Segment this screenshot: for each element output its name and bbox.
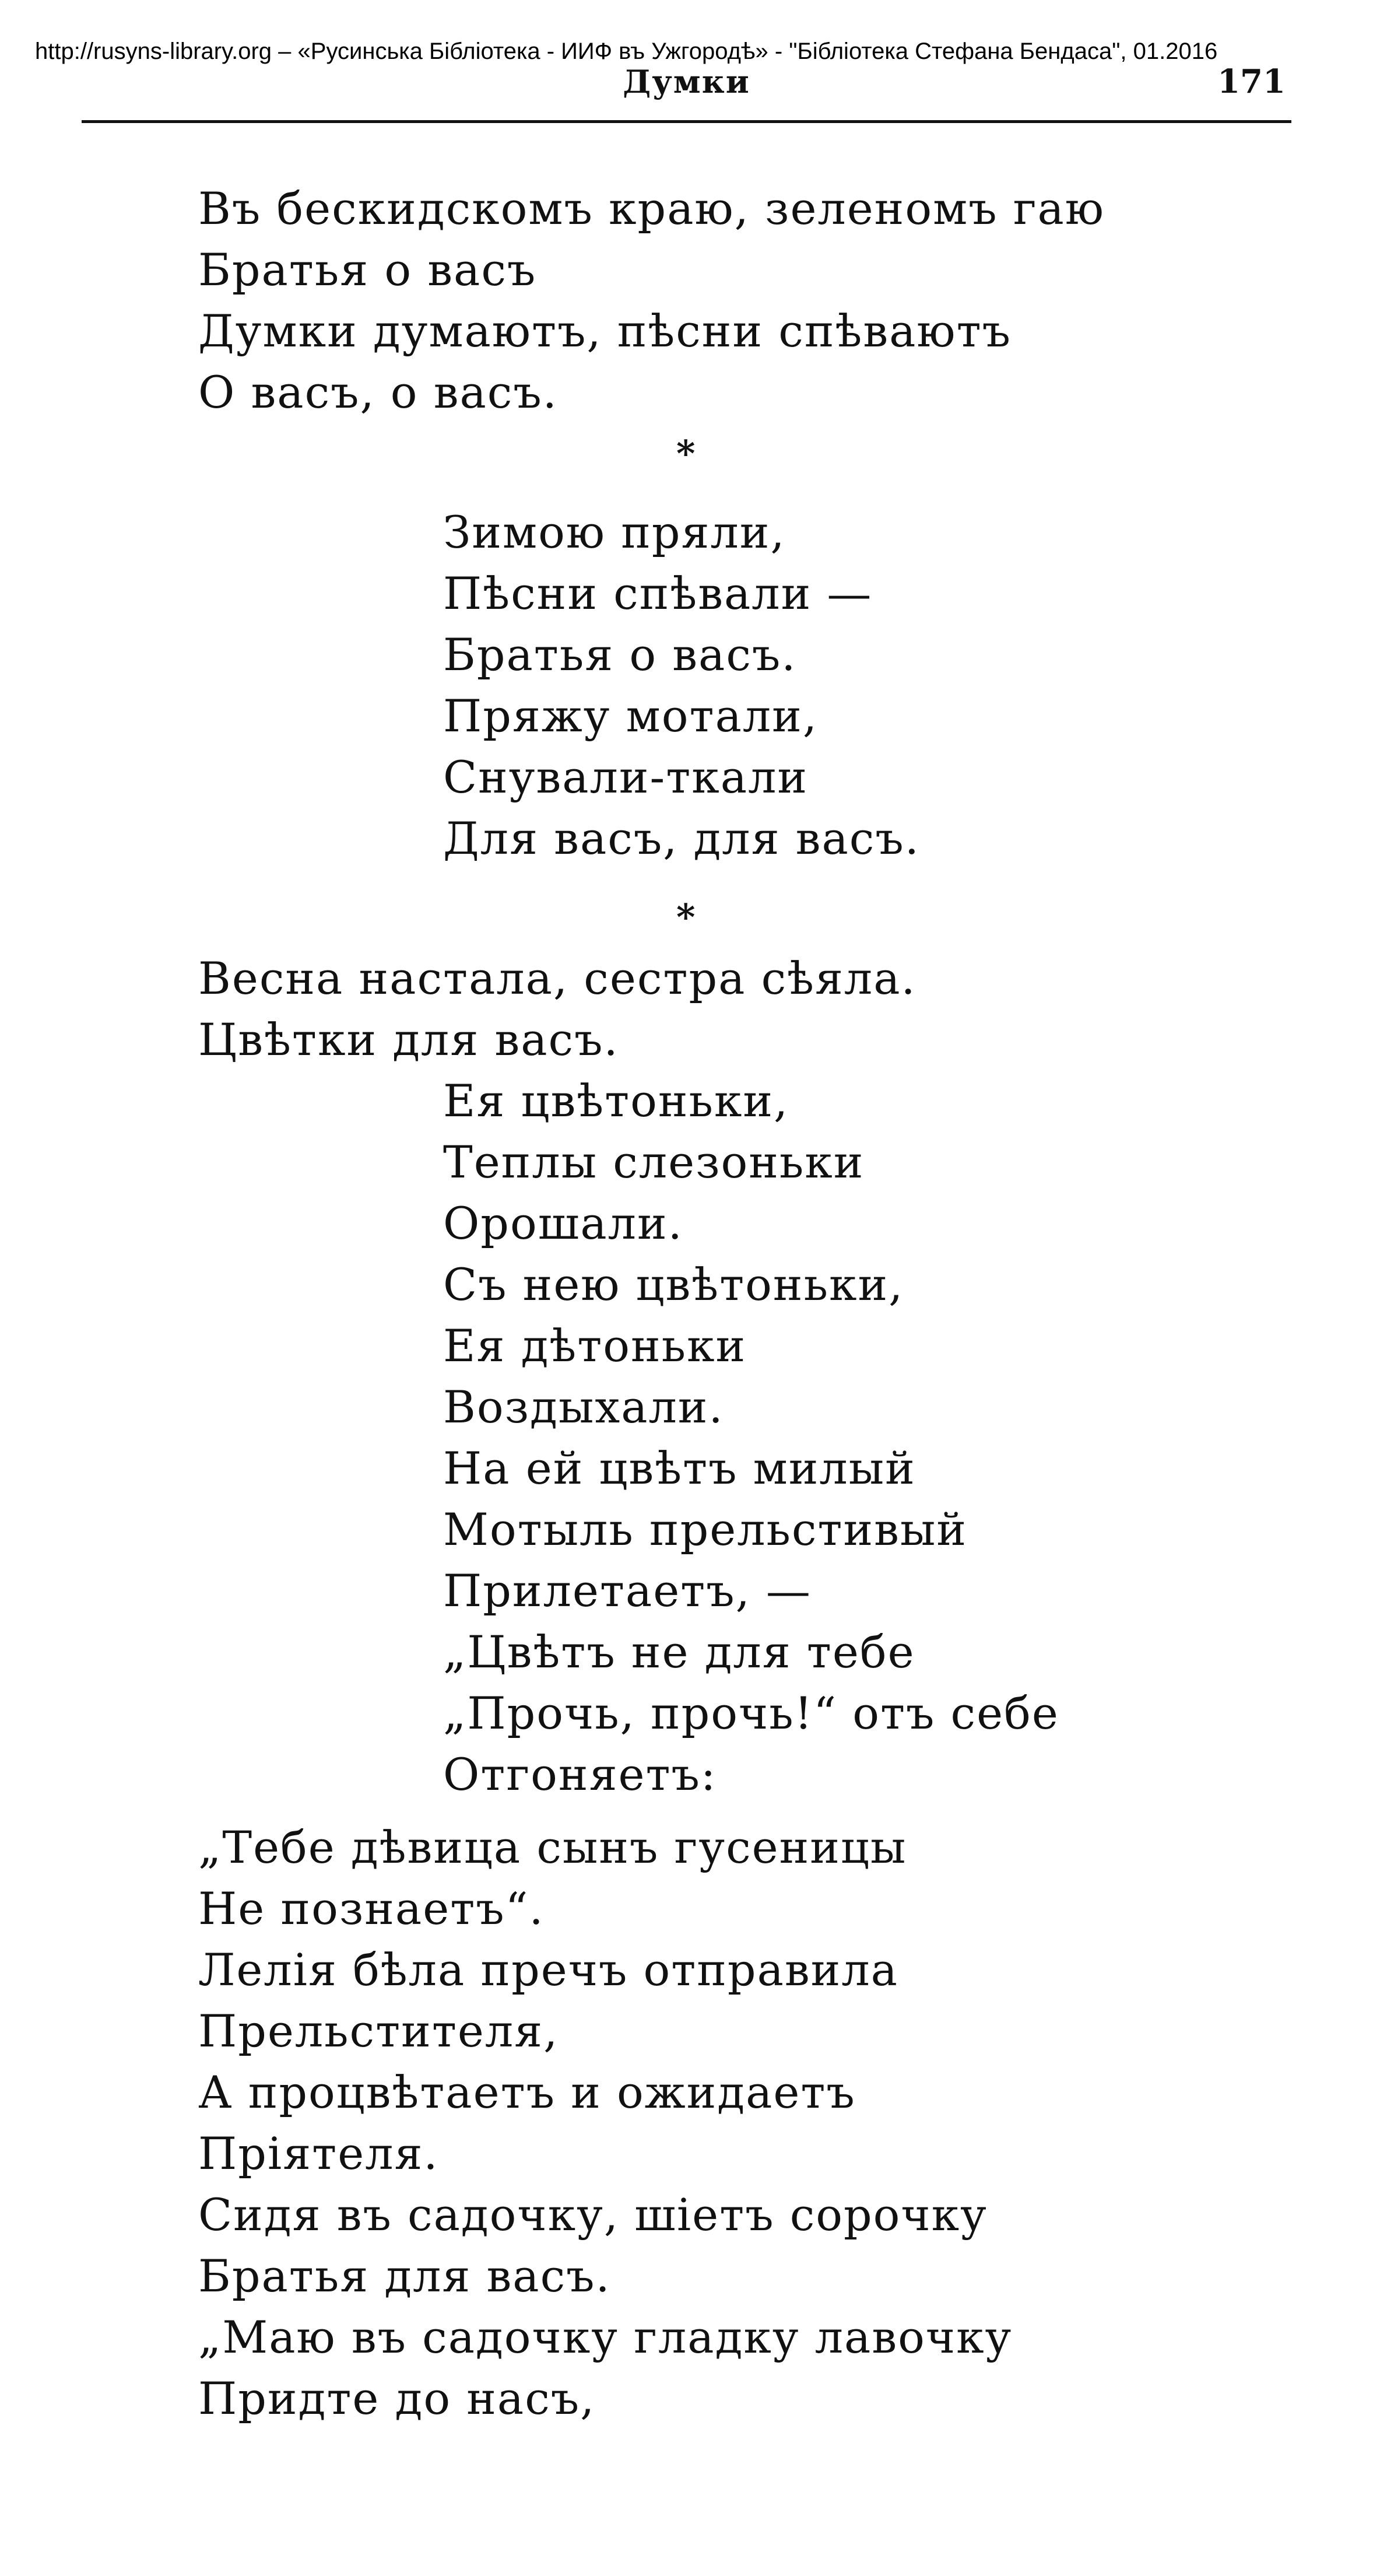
poem-line: „Тебе дѣвица сынъ гусеницы bbox=[198, 1821, 907, 1873]
poem-line: Зимою пряли, bbox=[443, 506, 786, 558]
poem-line: Весна настала, сестра сѣяла. bbox=[198, 952, 916, 1004]
poem-line: Братья о васъ. bbox=[443, 629, 797, 681]
poem-body bbox=[198, 178, 1306, 2429]
page-number: 171 bbox=[1217, 62, 1286, 101]
source-watermark-line: http://rusyns-library.org – «Русинська Бібліотека - ИИФ въ Ужгородѣ» - "Бібліотека Стефана Бендаса", 01.2016 bbox=[35, 38, 1218, 64]
poem-line: Воздыхали. bbox=[443, 1381, 724, 1433]
poem-line: Придте до насъ, bbox=[198, 2372, 596, 2424]
spacer bbox=[198, 484, 1306, 502]
stanza-4 bbox=[198, 1817, 1306, 2429]
poem-line: Для васъ, для васъ. bbox=[443, 812, 920, 864]
poem-line: Прельстителя, bbox=[198, 2005, 559, 2057]
poem-line: Думки думаютъ, пѣсни спѣваютъ bbox=[198, 305, 1012, 357]
poem-line: Снували-ткали bbox=[443, 751, 809, 803]
poem-line: Ея цвѣтоньки, bbox=[443, 1075, 789, 1127]
poem-line: Сидя въ садочку, шіетъ сорочку bbox=[198, 2189, 988, 2241]
stanza-3-indented bbox=[198, 1070, 1306, 1805]
poem-line: А процвѣтаетъ и ожидаетъ bbox=[198, 2066, 856, 2118]
stanza-3-intro bbox=[198, 948, 1306, 1070]
poem-line: „Прочь, прочь!“ отъ себе bbox=[443, 1687, 1059, 1739]
poem-line: Орошали. bbox=[443, 1197, 683, 1249]
poem-line: Не познаетъ“. bbox=[198, 1883, 545, 1934]
poem-line: Пряжу мотали, bbox=[443, 690, 818, 742]
poem-line: Отгоняетъ: bbox=[443, 1748, 717, 1800]
poem-line: Прилетаетъ, — bbox=[443, 1565, 812, 1617]
stanza-1 bbox=[198, 178, 1306, 423]
section-separator-star: * bbox=[676, 896, 697, 938]
poem-line: Въ бескидскомъ краю, зеленомъ гаю bbox=[198, 183, 1105, 234]
poem-line: „Цвѣтъ не для тебе bbox=[443, 1626, 915, 1678]
poem-line: Мотыль прельстивый bbox=[443, 1503, 968, 1555]
spacer bbox=[198, 1805, 1306, 1817]
poem-line: „Маю въ садочку гладку лавочку bbox=[198, 2311, 1013, 2363]
header-rule bbox=[82, 120, 1291, 123]
poem-line: Съ нею цвѣтоньки, bbox=[443, 1259, 904, 1310]
poem-line: Ея дѣтоньки bbox=[443, 1320, 747, 1372]
poem-line: Братья о васъ bbox=[198, 244, 537, 296]
stanza-2 bbox=[198, 502, 1306, 869]
poem-line: Теплы слезоньки bbox=[443, 1136, 865, 1188]
poem-line: На ей цвѣтъ милый bbox=[443, 1442, 916, 1494]
poem-line: Цвѣтки для васъ. bbox=[198, 1014, 619, 1066]
section-separator-star: * bbox=[676, 432, 697, 475]
poem-line: Лелія бѣла пречъ отправила bbox=[198, 1944, 898, 1996]
poem-line: Пріятеля. bbox=[198, 2128, 439, 2179]
spacer bbox=[198, 869, 1306, 886]
poem-line: Пѣсни спѣвали — bbox=[443, 567, 873, 619]
poem-line: О васъ, о васъ. bbox=[198, 366, 558, 418]
poem-line: Братья для васъ. bbox=[198, 2250, 611, 2302]
running-title: Думки bbox=[623, 63, 750, 100]
